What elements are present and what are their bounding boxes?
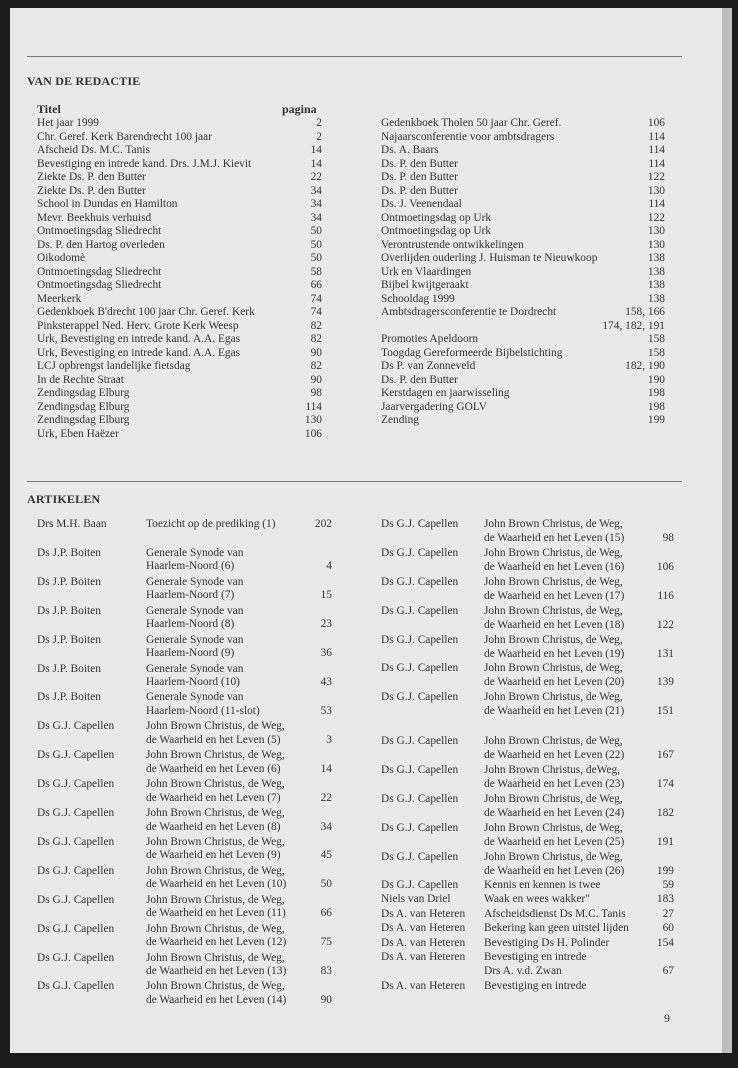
redactie-entry-page: 82 — [310, 360, 322, 372]
redactie-entry-title: Ontmoetingsdag op Urk — [381, 225, 492, 237]
redactie-entry-title: Verontrustende ontwikkelingen — [381, 238, 524, 251]
redactie-entry-page: 190 — [647, 373, 665, 386]
redactie-entry-title: Gedenkboek Tholen 50 jaar Chr. Geref. — [381, 117, 562, 129]
redactie-entry-page: 98 — [310, 387, 322, 399]
redactie-entry-page: 130 — [647, 238, 665, 251]
redactie-entry-title: Najaarsconferentie voor ambtsdragers — [381, 130, 555, 143]
redactie-entry-title: Kerstdagen en jaarwisseling — [381, 387, 510, 399]
redactie-entry-title: In de Rechte Straat — [37, 373, 124, 386]
article-page: 43 — [320, 676, 332, 688]
article-author: Ds G.J. Capellen — [381, 691, 459, 703]
redactie-entry-page: 138 — [647, 265, 665, 278]
redactie-entry-page: 74 — [310, 292, 322, 305]
top-rule — [27, 56, 682, 57]
redactie-entry-page: 122 — [647, 211, 665, 224]
redactie-entry-title: Afscheid Ds. M.C. Tanis — [37, 144, 150, 156]
redactie-entry-title: Promoties Apeldoorn — [381, 333, 479, 345]
redactie-entry-title: Ds. P. den Butter — [381, 157, 458, 170]
article-page: 4 — [326, 560, 332, 573]
redactie-entry-title: Schooldag 1999 — [381, 292, 455, 305]
page-edge — [722, 8, 732, 1053]
article-title-line1: Bekering kan geen uitstel lijden — [484, 922, 629, 934]
redactie-entry-page: 130 — [304, 414, 322, 426]
article-title-line2: de Waarheid en het Leven (17) — [484, 589, 625, 602]
redactie-entry-title: Overlijden ouderling J. Huisman te Nieuwkoop — [381, 252, 598, 264]
redactie-entry-page: 2 — [316, 130, 322, 143]
article-title-line1: John Brown Christus, de Weg, — [484, 793, 623, 805]
middle-rule — [27, 481, 682, 482]
article-title-line2: Haarlem-Noord (6) — [146, 560, 235, 573]
redactie-entry-page: 138 — [647, 292, 665, 305]
article-title-line2: de Waarheid en het Leven (23) — [484, 777, 625, 790]
article-author: Ds G.J. Capellen — [37, 922, 115, 935]
article-title-line2: de Waarheid en het Leven (15) — [484, 531, 625, 544]
article-title-line1: John Brown Christus, de Weg, — [484, 518, 623, 530]
article-title-line2: de Waarheid en het Leven (6) — [146, 762, 281, 775]
article-title-line2: de Waarheid en het Leven (16) — [484, 560, 625, 573]
redactie-entry-title: Zending — [381, 414, 419, 426]
article-title-line2: de Waarheid en het Leven (12) — [146, 936, 287, 949]
redactie-entry-page: 130 — [647, 184, 665, 197]
redactie-entry-title: Ambtsdragersconferentie te Dordrecht — [381, 306, 557, 318]
article-title-line1: Bevestiging en intrede — [484, 951, 587, 963]
article-title-line1: Generale Synode van — [146, 633, 244, 646]
redactie-entry-page: 14 — [310, 144, 322, 156]
redactie-entry-title: Urk, Bevestiging en intrede kand. A.A. Egas — [37, 333, 241, 345]
article-title-line2: de Waarheid en het Leven (19) — [484, 647, 625, 660]
redactie-entry-page: 66 — [310, 279, 322, 291]
redactie-entry-page: 174, 182, 191 — [602, 319, 665, 332]
article-author: Ds G.J. Capellen — [381, 735, 459, 747]
redactie-entry-page: 34 — [310, 184, 322, 197]
article-page: 151 — [656, 704, 674, 717]
redactie-entry-title: Ds. P. den Butter — [381, 171, 458, 183]
article-author: Ds G.J. Capellen — [37, 980, 115, 993]
article-page: 122 — [656, 618, 674, 631]
redactie-entry-page: 82 — [310, 319, 322, 332]
article-title-line2: de Waarheid en het Leven (13) — [146, 965, 287, 977]
article-page: 199 — [656, 864, 674, 877]
redactie-entry-page: 50 — [310, 225, 322, 237]
redactie-entry-page: 50 — [310, 238, 322, 251]
redactie-entry-page: 74 — [310, 306, 322, 318]
article-author: Ds G.J. Capellen — [381, 879, 459, 891]
redactie-entry-page: 106 — [304, 427, 322, 440]
redactie-entry-page: 114 — [648, 130, 665, 143]
redactie-entry-title: Bevestiging en intrede kand. Drs. J.M.J. Kievit — [37, 157, 252, 170]
article-page: 174 — [656, 777, 674, 790]
article-page: 83 — [320, 965, 332, 977]
article-author: Ds G.J. Capellen — [37, 778, 115, 791]
article-title-line2: de Waarheid en het Leven (9) — [146, 849, 281, 862]
article-title-line1: John Brown Christus, de Weg, — [484, 547, 623, 559]
page-number: 9 — [664, 1011, 670, 1025]
article-title-line2: de Waarheid en het Leven (22) — [484, 748, 625, 761]
redactie-entry-page: 106 — [647, 117, 665, 129]
article-author: Ds G.J. Capellen — [37, 720, 115, 733]
article-title-line1: Generale Synode van — [146, 604, 244, 617]
article-author: Ds J.P. Boiten — [37, 575, 101, 588]
article-title-line2: de Waarheid en het Leven (7) — [146, 791, 281, 804]
article-title-line2: de Waarheid en het Leven (21) — [484, 704, 625, 717]
article-author: Ds J.P. Boiten — [37, 633, 101, 646]
article-title-line1: John Brown Christus, de Weg, — [146, 864, 285, 877]
article-page: 98 — [662, 531, 674, 544]
redactie-entry-title: Meerkerk — [37, 292, 82, 305]
redactie-entry-title: LCJ opbrengst landelijke fietsdag — [37, 360, 191, 372]
redactie-entry-page: 82 — [310, 333, 322, 345]
redactie-entry-title: Ds. P. den Butter — [381, 184, 458, 197]
article-title-line2: Haarlem-Noord (10) — [146, 676, 240, 688]
redactie-entry-title: School in Dundas en Hamilton — [37, 198, 178, 210]
article-page: 59 — [662, 879, 674, 891]
article-title-line1: John Brown Christus, de Weg, — [484, 605, 623, 617]
article-author: Niels van Driel — [381, 893, 451, 905]
article-title-line2: de Waarheid en het Leven (25) — [484, 835, 625, 848]
article-author: Ds J.P. Boiten — [37, 546, 101, 559]
article-page: 53 — [320, 704, 332, 717]
article-author: Ds G.J. Capellen — [37, 893, 115, 906]
article-page: 182 — [656, 806, 674, 819]
redactie-entry-title: Urk en Vlaardingen — [381, 265, 472, 278]
article-author: Ds J.P. Boiten — [37, 662, 101, 675]
article-page: 60 — [662, 922, 674, 934]
article-title-line2: Drs A. v.d. Zwan — [484, 964, 562, 977]
redactie-entry-page: 130 — [647, 225, 665, 237]
redactie-entry-page: 199 — [647, 414, 665, 426]
article-author: Ds A. van Heteren — [381, 937, 466, 949]
article-title-line1: Generale Synode van — [146, 691, 244, 704]
article-page: 139 — [656, 675, 674, 688]
article-page: 15 — [320, 589, 332, 602]
redactie-entry-title: Pinksterappel Ned. Herv. Grote Kerk Weesp — [37, 319, 239, 332]
article-author: Ds G.J. Capellen — [37, 749, 115, 762]
redactie-entry-page: 138 — [647, 279, 665, 291]
article-title-line1: John Brown Christus, de Weg, — [146, 720, 285, 733]
redactie-entry-title: Urk, Bevestiging en intrede kand. A.A. Egas — [37, 346, 241, 359]
redactie-entry-title: Ontmoetingsdag Sliedrecht — [37, 279, 162, 291]
article-title-line1: John Brown Christus, de Weg, — [146, 807, 285, 819]
article-title-line1: John Brown Christus, de Weg, — [146, 835, 285, 848]
article-author: Ds G.J. Capellen — [381, 518, 459, 530]
section-heading-artikelen: ARTIKELEN — [27, 492, 101, 506]
article-title-line2: Haarlem-Noord (7) — [146, 589, 235, 602]
redactie-entry-page: 138 — [647, 252, 665, 264]
redactie-entry-page: 22 — [310, 171, 322, 183]
redactie-entry-page: 58 — [310, 265, 322, 278]
article-author: Ds J.P. Boiten — [37, 604, 101, 617]
article-page: 3 — [326, 733, 332, 746]
article-title-line1: John Brown Christus, deWeg, — [484, 764, 621, 776]
redactie-entry-page: 198 — [647, 400, 665, 413]
redactie-entry-title: Ds. J. Veenendaal — [381, 198, 462, 210]
redactie-entry-title: Gedenkboek B'drecht 100 jaar Chr. Geref. Kerk — [37, 306, 255, 318]
article-author: Ds G.J. Capellen — [381, 547, 459, 559]
article-page: 202 — [314, 518, 332, 530]
redactie-entry-title: Zendingsdag Elburg — [37, 387, 130, 399]
article-title-line1: Generale Synode van — [146, 662, 244, 675]
redactie-entry-title: Jaarvergadering GOLV — [381, 400, 487, 413]
article-title-line1: Afscheidsdienst Ds M.C. Tanis — [484, 908, 626, 920]
article-title-line2: de Waarheid en het Leven (24) — [484, 806, 625, 819]
article-author: Ds G.J. Capellen — [381, 764, 459, 776]
article-page: 191 — [656, 835, 674, 848]
article-title-line2: de Waarheid en het Leven (26) — [484, 864, 625, 877]
article-author: Ds G.J. Capellen — [37, 951, 115, 964]
article-page: 116 — [657, 589, 674, 602]
redactie-entry-page: 122 — [647, 171, 665, 183]
redactie-entry-page: 198 — [647, 387, 665, 399]
article-page: 90 — [320, 993, 332, 1006]
redactie-entry-title: Ontmoetingsdag op Urk — [381, 211, 492, 224]
article-page: 14 — [320, 762, 332, 775]
article-title-line2: de Waarheid en het Leven (11) — [146, 907, 286, 920]
article-title-line2: de Waarheid en het Leven (14) — [146, 993, 287, 1006]
article-author: Ds A. van Heteren — [381, 951, 466, 963]
article-title-line1: Generale Synode van — [146, 546, 244, 559]
article-author: Ds A. van Heteren — [381, 908, 466, 920]
redactie-entry-page: 114 — [305, 400, 322, 413]
article-page: 131 — [656, 647, 674, 660]
article-title-line1: John Brown Christus, de Weg, — [146, 749, 285, 762]
article-title-line1: Kennis en kennen is twee — [484, 879, 601, 891]
article-author: Ds G.J. Capellen — [381, 822, 459, 834]
redactie-entry-title: Ds P. van Zonneveld — [381, 360, 476, 372]
article-title-line1: John Brown Christus, de Weg, — [484, 851, 623, 863]
article-page: 34 — [320, 820, 332, 833]
article-title-line1: Generale Synode van — [146, 575, 244, 588]
article-author: Ds G.J. Capellen — [381, 793, 459, 805]
redactie-entry-page: 182, 190 — [625, 360, 665, 372]
article-title-line2: de Waarheid en het Leven (10) — [146, 878, 287, 891]
redactie-entry-page: 34 — [310, 198, 322, 210]
article-author: Ds G.J. Capellen — [381, 662, 459, 674]
redactie-entry-page: 2 — [316, 117, 322, 129]
article-page: 106 — [656, 560, 674, 573]
article-page: 27 — [662, 908, 674, 920]
redactie-entry-title: Zendingsdag Elburg — [37, 414, 130, 426]
article-title-line2: de Waarheid en het Leven (18) — [484, 618, 625, 631]
article-title-line1: Bevestiging Ds H. Polinder — [484, 937, 610, 949]
article-author: Ds G.J. Capellen — [381, 576, 459, 588]
article-author: Ds G.J. Capellen — [381, 634, 459, 646]
redactie-entry-page: 158 — [647, 346, 665, 359]
article-page: 67 — [662, 964, 674, 977]
article-page: 167 — [656, 748, 674, 761]
article-page: 50 — [320, 878, 332, 891]
article-title-line1: John Brown Christus, de Weg, — [484, 634, 623, 646]
column-header-page: pagina — [282, 102, 317, 116]
article-author: Ds G.J. Capellen — [381, 605, 459, 617]
article-title-line1: John Brown Christus, de Weg, — [484, 662, 623, 674]
redactie-entry-page: 90 — [310, 346, 322, 359]
article-author: Ds A. van Heteren — [381, 922, 466, 934]
section-heading-redactie: VAN DE REDACTIE — [27, 74, 141, 88]
article-page: 154 — [656, 937, 674, 949]
article-title-line2: Haarlem-Noord (8) — [146, 618, 235, 631]
article-page: 66 — [320, 907, 332, 920]
article-page: 36 — [320, 647, 332, 660]
article-page: 183 — [656, 893, 674, 905]
article-title-line1: John Brown Christus, de Weg, — [146, 980, 285, 993]
redactie-entry-page: 34 — [310, 211, 322, 224]
redactie-entry-page: 90 — [310, 373, 322, 386]
redactie-entry-title: Chr. Geref. Kerk Barendrecht 100 jaar — [37, 130, 212, 143]
redactie-entry-title: Toogdag Gereformeerde Bijbelstichting — [381, 346, 563, 359]
redactie-entry-title: Bijbel kwijtgeraakt — [381, 279, 469, 291]
redactie-entry-title: Ziekte Ds. P. den Butter — [37, 171, 146, 183]
redactie-entry-page: 158 — [647, 333, 665, 345]
article-title-line1: Toezicht op de prediking (1) — [146, 518, 276, 530]
redactie-entry-page: 50 — [310, 252, 322, 264]
article-title-line2: de Waarheid en het Leven (8) — [146, 820, 281, 833]
redactie-entry-title: Oikodomè — [37, 252, 86, 264]
redactie-entry-page: 14 — [310, 157, 322, 170]
article-author: Ds G.J. Capellen — [37, 807, 115, 819]
redactie-entry-title: Ontmoetingsdag Sliedrecht — [37, 265, 162, 278]
article-title-line2: de Waarheid en het Leven (20) — [484, 675, 625, 688]
article-title-line2: de Waarheid en het Leven (5) — [146, 733, 281, 746]
article-page: 75 — [320, 936, 332, 949]
redactie-entry-title: Urk, Eben Haëzer — [37, 427, 119, 440]
redactie-entry-title: Ds. A. Baars — [381, 144, 439, 156]
article-title-line2: Haarlem-Noord (11-slot) — [146, 704, 260, 717]
redactie-entry-page: 114 — [648, 198, 665, 210]
article-author: Ds G.J. Capellen — [37, 864, 115, 877]
article-title-line1: John Brown Christus, de Weg, — [484, 576, 623, 588]
article-author: Ds G.J. Capellen — [37, 835, 115, 848]
article-page: 23 — [320, 618, 332, 631]
article-title-line1: John Brown Christus, de Weg, — [484, 822, 623, 834]
article-title-line2: Haarlem-Noord (9) — [146, 647, 235, 660]
redactie-entry-page: 158, 166 — [625, 306, 665, 318]
article-title-line1: John Brown Christus, de Weg, — [484, 735, 623, 747]
redactie-entry-title: Mevr. Beekhuis verhuisd — [37, 211, 152, 224]
article-title-line1: John Brown Christus, de Weg, — [146, 893, 285, 906]
redactie-entry-title: Ds. P. den Butter — [381, 373, 458, 386]
redactie-entry-title: Ds. P. den Hartog overleden — [37, 238, 165, 251]
article-author: Ds G.J. Capellen — [381, 851, 459, 863]
redactie-entry-title: Zendingsdag Elburg — [37, 400, 130, 413]
article-page: 45 — [320, 849, 332, 862]
article-title-line1: Waak en wees wakker" — [484, 893, 590, 905]
article-page: 22 — [320, 791, 332, 804]
article-title-line1: John Brown Christus, de Weg, — [484, 691, 623, 703]
article-author: Ds J.P. Boiten — [37, 691, 101, 704]
article-title-line1: John Brown Christus, de Weg, — [146, 922, 285, 935]
redactie-entry-title: Ziekte Ds. P. den Butter — [37, 184, 146, 197]
article-title-line1: John Brown Christus, de Weg, — [146, 951, 285, 964]
redactie-entry-page: 114 — [648, 157, 665, 170]
article-title-line1: Bevestiging en intrede — [484, 980, 587, 992]
column-header-title: Titel — [37, 102, 61, 116]
article-author: Drs M.H. Baan — [37, 518, 107, 530]
redactie-entry-title: Ontmoetingsdag Sliedrecht — [37, 225, 162, 237]
article-title-line1: John Brown Christus, de Weg, — [146, 778, 285, 791]
article-author: Ds A. van Heteren — [381, 980, 466, 992]
redactie-entry-title: Het jaar 1999 — [37, 117, 99, 129]
redactie-entry-page: 114 — [648, 144, 665, 156]
